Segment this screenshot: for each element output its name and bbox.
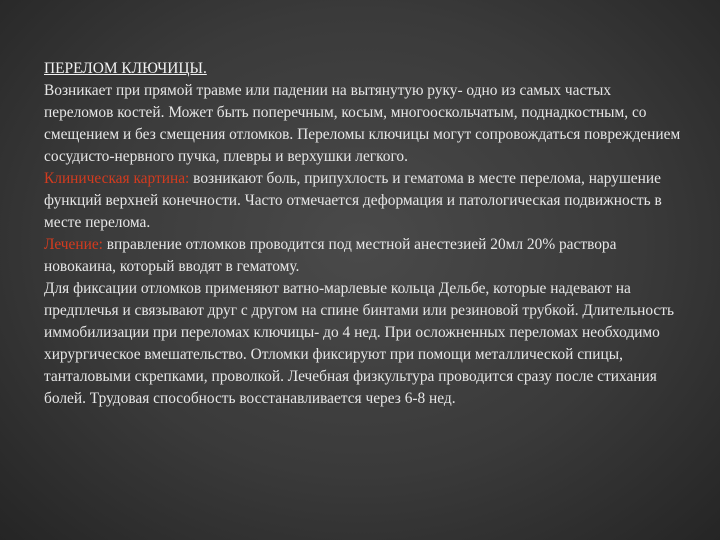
paragraph-treatment bbox=[44, 234, 684, 278]
paragraph-intro bbox=[44, 80, 684, 168]
paragraph-text: возникают боль, припухлость и гематома в месте перелома, нарушение функций верхней конечности. Часто отмечается деформация и патологическая подвижность в месте перелома. bbox=[44, 170, 662, 231]
paragraph-label: Лечение: bbox=[44, 236, 103, 253]
slide-content bbox=[44, 58, 684, 410]
paragraph-fixation bbox=[44, 278, 684, 410]
paragraph-label: Клиническая картина: bbox=[44, 170, 190, 187]
paragraph-text: Для фиксации отломков применяют ватно-марлевые кольца Дельбе, которые надевают на предплечья и связывают друг с другом на спине бинтами или резиновой трубкой. Длительность иммобилизации при переломах ключицы- до 4 нед. При осложненных переломах необходимо хирургическое вмешательство. Отломки фиксируют при помощи металлической спицы, танталовыми скрепками, проволкой. Лечебная физкультура проводится сразу после стихания болей. Трудовая способность восстанавливается через 6-8 нед. bbox=[44, 280, 674, 407]
paragraph-text: Возникает при прямой травме или падении на вытянутую руку- одно из самых частых переломов костей. Может быть поперечным, косым, многооскольчатым, поднадкостным, со смещением и без смещения отломков. Переломы ключицы могут сопровождаться повреждением сосудисто-нервного пучка, плевры и верхушки легкого. bbox=[44, 82, 681, 165]
paragraph-text: вправление отломков проводится под местной анестезией 20мл 20% раствора новокаина, который вводят в гематому. bbox=[44, 236, 617, 275]
paragraph-clinical bbox=[44, 168, 684, 234]
slide-title: ПЕРЕЛОМ КЛЮЧИЦЫ. bbox=[44, 60, 207, 77]
